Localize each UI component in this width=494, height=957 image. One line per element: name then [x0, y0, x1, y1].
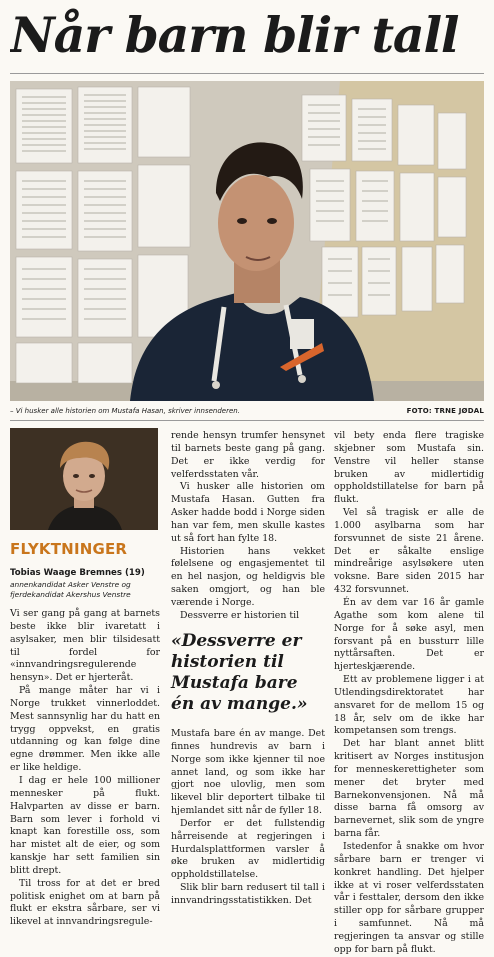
- photo-caption-row: [10, 405, 484, 417]
- paragraph: Slik blir barn redusert til tall i innvandringsstatistikken. Det: [171, 882, 325, 906]
- author-name: Tobias Waage Bremnes (19): [10, 568, 145, 578]
- paragraph: Historien hans vekket følelsene og engasjementet til en hel nasjon, og heldigvis ble saken omgjort, og han ble værende i Norge.: [171, 545, 325, 608]
- main-photo: [10, 81, 484, 401]
- author-role: annenkandidat Asker Venstre og fjerdekandidat Akershus Venstre: [10, 580, 131, 599]
- photo-credit: FOTO: TRNE JØDAL: [406, 407, 484, 415]
- section-label: FLYKTNINGER: [10, 540, 128, 558]
- paragraph: På mange måter har vi i Norge trukket vinnerloddet. Mest sannsynlig har du hatt en trygg oppvekst, en gratis utdanning og kan følge dine egne drømmer. Men ikke alle er like heldige.: [10, 685, 160, 774]
- body-column-2-bottom: [171, 728, 325, 908]
- paragraph: rende hensyn trumfer hensynet til barnets beste gang på gang. Det er ikke verdig for velferdsstaten vår.: [171, 430, 325, 480]
- paragraph: Vi husker alle historien om Mustafa Hasan. Gutten fra Asker hadde bodd i Norge siden han var fem, men skulle kastes ut så fort han fylte 18.: [171, 481, 325, 544]
- paragraph: Dessverre er historien til: [180, 609, 300, 621]
- paragraph: Vi ser gang på gang at barnets beste ikke blir ivaretatt i asylsaker, men blir tilsidesatt til fordel for «innvandringsregulerende hensyn». Det er hjerteråt.: [10, 608, 160, 684]
- paragraph: Det har blant annet blitt kritisert av Norges institusjon for menneskerettigheter som mener det bryter med Barnekonvensjonen. Nå må disse barna få omsorg av barnevernet, slik som de yngre barna får.: [334, 738, 484, 840]
- pull-quote: «Dessverre er historien til Mustafa bare én av mange.»: [171, 631, 308, 714]
- paragraph: Derfor er det fullstendig hårreisende at regjeringen i Hurdalsplattformen varsler å øke bruken av midlertidig oppholdstillatelse.: [171, 817, 325, 881]
- paragraph: Én av dem var 16 år gamle Agathe som kom alene til Norge for å søke asyl, men forsvant på en bussturr lille nyttårsaften. Det er hjerteskjærende.: [334, 596, 484, 673]
- body-column-3: [334, 430, 484, 957]
- caption-divider: [10, 420, 484, 421]
- article-headline: Når barn blir tall: [10, 6, 459, 64]
- paragraph: Vel så tragisk er alle de 1.000 asylbarna som har forsvunnet de siste 21 årene. Det er såkalte enslige mindreårige asylsøkere uten voksne. Bare siden 2015 har 432 forsvunnet.: [334, 507, 484, 596]
- paragraph: I dag er hele 100 millioner mennesker på flukt. Halvparten av disse er barn. Barn som lever i forhold vi knapt kan forestille oss, som har mistet alt de eier, og som kanskje har sett familien sin blitt drept.: [10, 774, 160, 876]
- paragraph: Ett av problemene ligger i at Utlendingsdirektoratet har ansvaret for de mellom 15 og 18 år, selv om de ikke har kompetansen som trengs.: [334, 674, 484, 737]
- paragraph: Til tross for at det er bred politisk enighet om at barn på flukt er ekstra sårbare, ser vi likevel at innvandringsregule-: [10, 877, 160, 928]
- paragraph: vil bety enda flere tragiske skjebner som Mustafa sin. Venstre vil heller stanse bruken av midlertidig oppholdstillatelse for barn på flukt.: [334, 430, 484, 506]
- paragraph: Mustafa bare én av mange. Det finnes hundrevis av barn i Norge som ikke kjenner til noe annet land, og som ikke har gjort noe ulovlig, men som likevel blir deportert tilbake til hjemlandet sitt når de fyller 18.: [171, 728, 325, 817]
- paragraph: Istedenfor å snakke om hvor sårbare barn er trenger vi konkret handling. Det hjelper ikke at vi roser velferdsstaten vår i festtaler, dersom den ikke stiller opp for sårbare grupper i samfunnet. Nå må regjeringen ta ansvar og stille opp for barn på flukt.: [334, 841, 484, 955]
- body-column-1: [10, 608, 160, 929]
- photo-caption: – Vi husker alle historien om Mustafa Hasan, skriver innsenderen.: [10, 407, 240, 415]
- author-photo: [10, 428, 158, 530]
- body-column-2-top: [171, 430, 325, 623]
- headline-divider: [10, 73, 484, 74]
